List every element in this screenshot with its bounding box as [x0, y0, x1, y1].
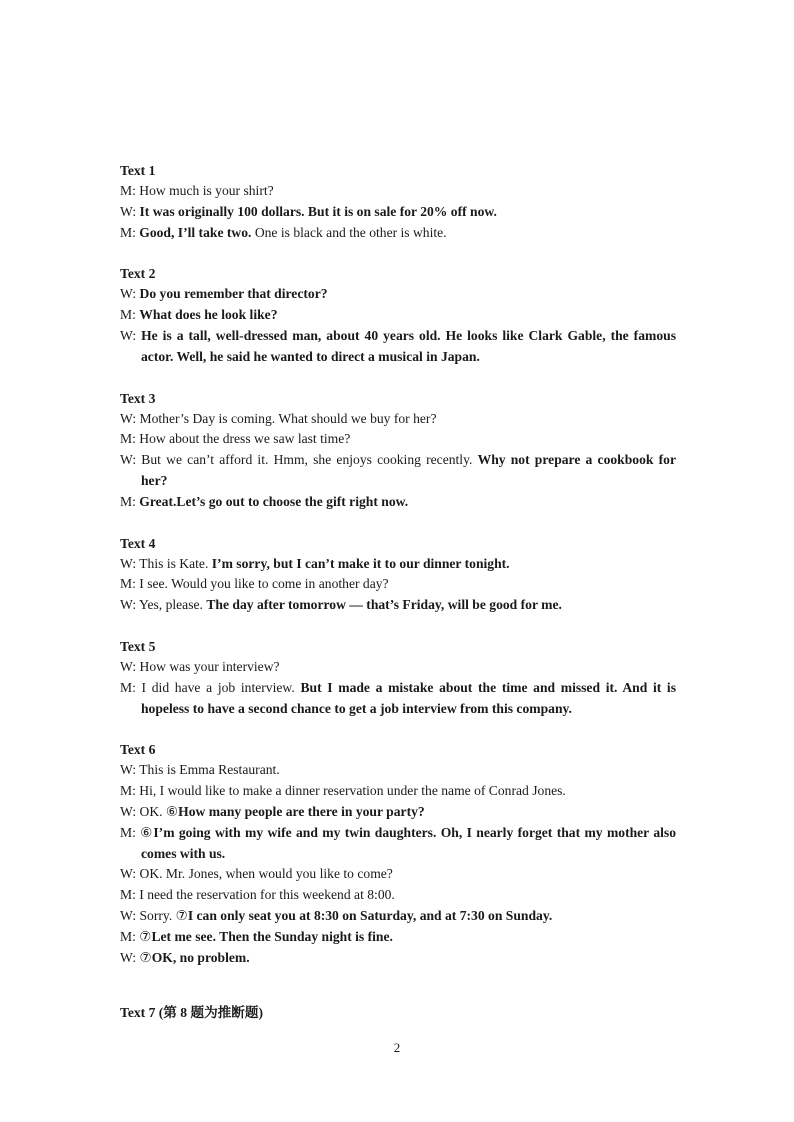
bold-segment: He is a tall, well-dressed man, about 40 years old. He looks like Clark Gable, the famous actor. Well, he said he wanted to direct a musical in Japan. [141, 327, 676, 364]
text-segment: M: How about the dress we saw last time? [120, 431, 351, 447]
section-title: Text 3 [120, 390, 156, 406]
document-body [120, 160, 676, 1043]
text-segment: W: How was your interview? [120, 658, 280, 674]
text-segment: M: [120, 307, 140, 323]
dialogue-line [120, 948, 676, 969]
section-title: Text 4 [120, 535, 156, 551]
text-segment: W: [120, 286, 140, 302]
dialogue-line [120, 823, 676, 865]
text-segment: M: Hi, I would like to make a dinner reservation under the name of Conrad Jones. [120, 783, 566, 799]
text-segment: W: [120, 327, 142, 343]
dialogue-section [120, 533, 676, 616]
dialogue-line [120, 927, 676, 948]
text-segment: W: ⑦ [120, 949, 152, 965]
text-segment: W: But we can’t afford it. Hmm, she enjoys cooking recently. [120, 452, 478, 468]
dialogue-line [120, 284, 676, 305]
bold-segment: Good, I’ll take two. [139, 224, 252, 240]
dialogue-section [120, 636, 676, 719]
bold-segment: What does he look like? [139, 307, 278, 323]
text-segment: W: [120, 203, 140, 219]
page-number: 2 [393, 1040, 401, 1055]
dialogue-section [120, 1002, 676, 1023]
text-segment: W: OK. ⑥ [120, 803, 179, 819]
text-segment: M: ⑥ [120, 824, 154, 840]
bold-segment: Why not prepare a cookbook for her? [141, 452, 676, 488]
section-title: Text 2 [120, 266, 156, 282]
dialogue-line [120, 595, 676, 616]
dialogue-line [120, 678, 676, 720]
dialogue-line [120, 450, 676, 492]
section-title: Text 7 (第 8 题为推断题) [120, 1005, 263, 1021]
dialogue-line [120, 223, 676, 244]
text-segment: One is black and the other is white. [251, 224, 447, 240]
dialogue-line [120, 781, 676, 802]
bold-segment: It was originally 100 dollars. But it is on sale for 20% off now. [139, 203, 497, 219]
text-segment: W: OK. Mr. Jones, when would you like to come? [120, 866, 393, 882]
dialogue-line [120, 802, 676, 823]
dialogue-line [120, 305, 676, 326]
bold-segment: How many people are there in your party? [178, 803, 425, 819]
bold-segment: I’m sorry, but I can’t make it to our dinner tonight. [211, 555, 510, 571]
text-segment: M: I see. Would you like to come in another day? [120, 576, 389, 592]
section-title: Text 5 [120, 638, 156, 654]
text-segment: M: [120, 224, 140, 240]
dialogue-line [120, 202, 676, 223]
bold-segment: I’m going with my wife and my twin daughters. Oh, I nearly forget that my mother also comes with us. [141, 824, 676, 861]
text-segment: W: This is Emma Restaurant. [120, 762, 280, 778]
dialogue-line [120, 409, 676, 430]
section-title: Text 6 [120, 742, 156, 758]
dialogue-line [120, 574, 676, 595]
text-segment: M: ⑦ [120, 928, 152, 944]
text-segment: W: This is Kate. [120, 555, 212, 571]
dialogue-line [120, 492, 676, 513]
dialogue-line [120, 906, 676, 927]
bold-segment: But I made a mistake about the time and missed it. And it is hopeless to have a second chance to get a job interview from this company. [141, 679, 677, 716]
dialogue-section [120, 739, 676, 968]
dialogue-line [120, 326, 676, 368]
bold-segment: Let me see. Then the Sunday night is fine. [151, 928, 393, 944]
section-title: Text 1 [120, 163, 156, 178]
dialogue-line [120, 181, 676, 202]
dialogue-line [120, 760, 676, 781]
bold-segment: Do you remember that director? [139, 286, 328, 302]
text-segment: M: [120, 493, 140, 509]
bold-segment: I can only seat you at 8:30 on Saturday, and at 7:30 on Sunday. [187, 907, 553, 923]
dialogue-line [120, 885, 676, 906]
bold-segment: The day after tomorrow — that’s Friday, will be good for me. [206, 597, 562, 613]
text-segment: M: I did have a job interview. [120, 679, 301, 695]
dialogue-section [120, 263, 676, 367]
text-segment: W: Yes, please. [120, 597, 207, 613]
bold-segment: Great.Let’s go out to choose the gift right now. [139, 493, 409, 509]
text-segment: M: How much is your shirt? [120, 183, 274, 198]
dialogue-section [120, 160, 676, 243]
dialogue-line [120, 657, 676, 678]
bold-segment: OK, no problem. [151, 949, 250, 965]
dialogue-line [120, 864, 676, 885]
dialogue-line [120, 554, 676, 575]
text-segment: W: Sorry. ⑦ [120, 907, 188, 923]
text-segment: M: I need the reservation for this weekend at 8:00. [120, 887, 395, 903]
dialogue-line [120, 429, 676, 450]
text-segment: W: Mother’s Day is coming. What should we buy for her? [120, 410, 437, 426]
dialogue-section [120, 388, 676, 513]
